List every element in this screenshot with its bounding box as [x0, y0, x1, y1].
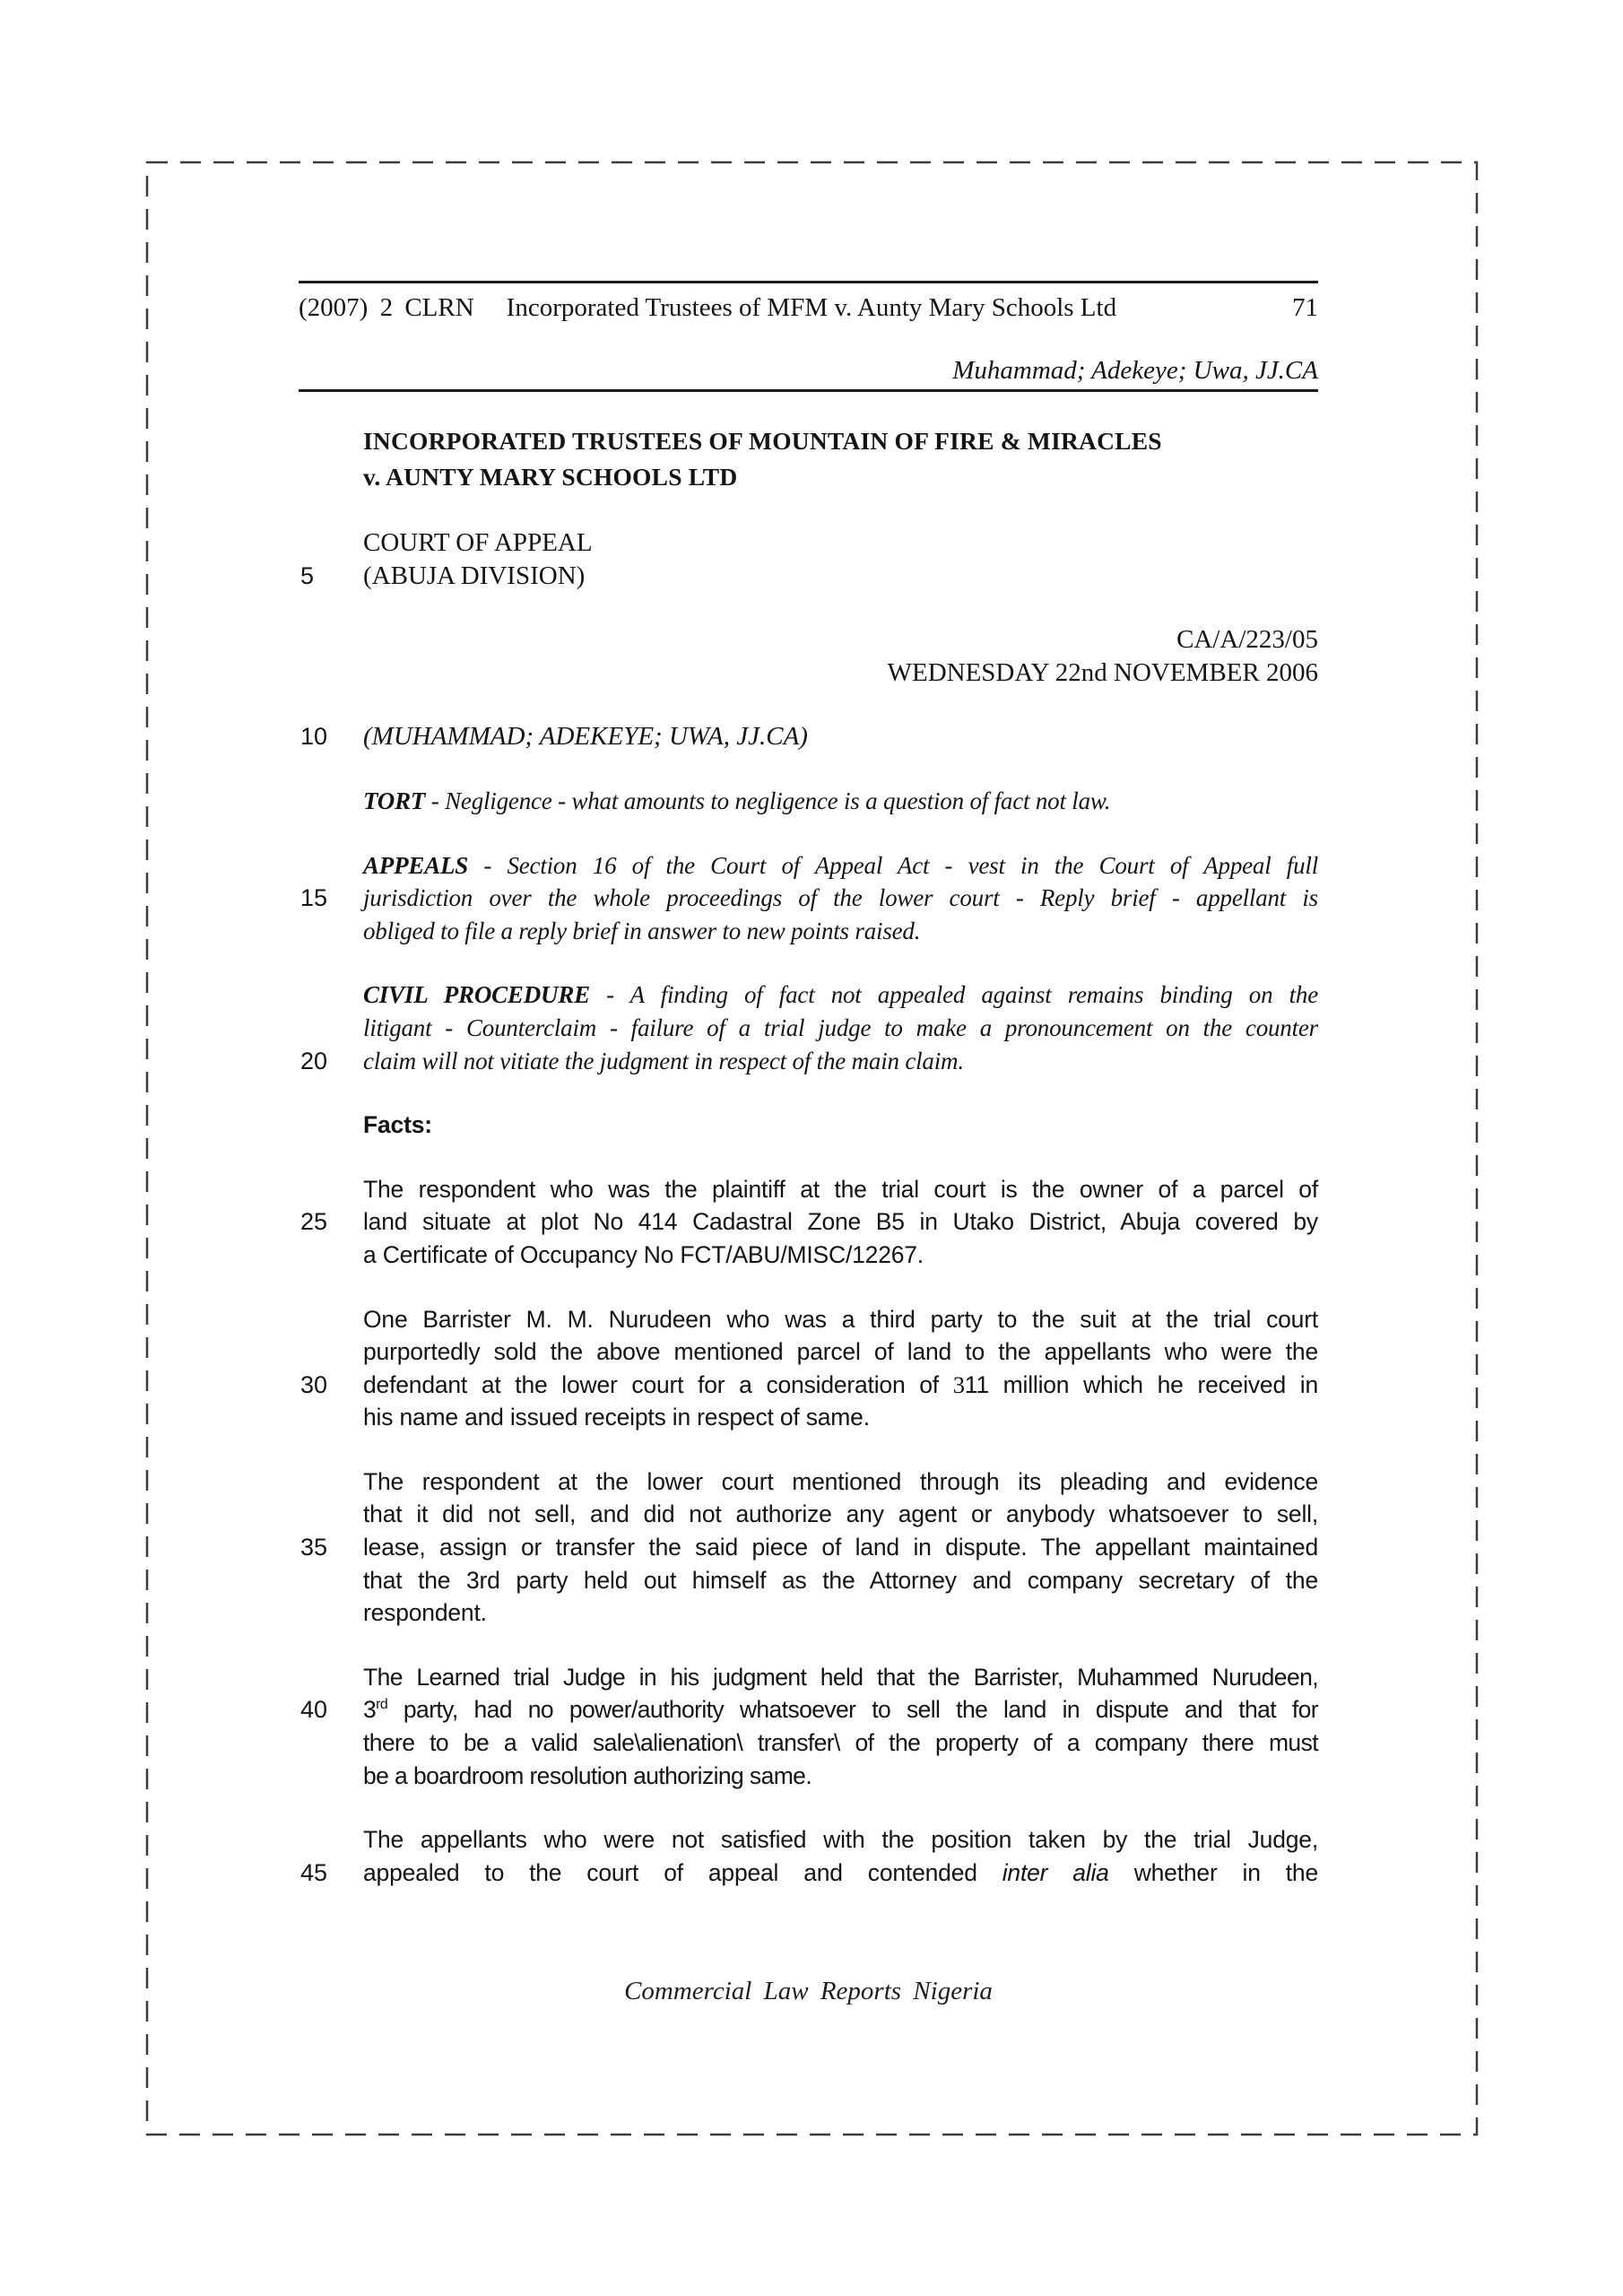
text-segment: The respondent who was the plaintiff at the trial court is the owner of a parcel of — [363, 1175, 1318, 1203]
header-rule-top — [299, 281, 1318, 283]
publication-imprint: Commercial Law Reports Nigeria — [624, 1977, 993, 2006]
facts-line — [299, 1239, 1318, 1272]
text-segment: rd — [376, 1697, 388, 1713]
text-segment: The respondent at the lower court mentioned through its pleading and evidence — [363, 1467, 1318, 1495]
line-text — [363, 1109, 1318, 1142]
text-segment: One Barrister M. M. Nurudeen who was a third party to the suit at the trial court — [363, 1305, 1318, 1333]
line-text — [363, 1303, 1318, 1336]
text-segment: that the 3rd party held out himself as the Attorney and company secretary of the — [363, 1566, 1318, 1594]
text-segment: there to be a valid sale\alienation\ transfer\ of the property of a company there must — [363, 1729, 1318, 1757]
volume-citation: (2007) 2 CLRN — [299, 293, 474, 322]
facts-line — [299, 1335, 1318, 1369]
line-text — [363, 423, 1318, 459]
facts-line — [299, 1498, 1318, 1531]
text-segment: that it did not sell, and did not authorize any agent or anybody whatsoever to sell, — [363, 1500, 1318, 1528]
judges-header: Muhammad; Adekeye; Uwa, JJ.CA — [952, 356, 1318, 385]
line-text — [363, 1012, 1318, 1045]
facts-line — [299, 1596, 1318, 1630]
text-segment: whether in the — [1108, 1858, 1318, 1886]
paragraph-gap — [299, 1077, 1318, 1109]
paragraph-gap — [299, 1434, 1318, 1465]
headnote-appeals — [299, 915, 1318, 948]
text-segment: 3 — [952, 1370, 965, 1398]
line-text — [363, 720, 1318, 753]
line-number: 45 — [300, 1858, 328, 1886]
text-segment: his name and issued receipts in respect of same. — [363, 1404, 870, 1431]
paragraph-gap — [299, 947, 1318, 978]
paragraph-gap — [299, 1630, 1318, 1661]
line-text — [363, 1335, 1318, 1369]
facts-line — [299, 1760, 1318, 1793]
headnote-civil-procedure — [299, 978, 1318, 1012]
line-text — [363, 1661, 1318, 1694]
text-segment: a Certificate of Occupancy No FCT/ABU/MISC/12267. — [363, 1240, 924, 1268]
facts-heading — [299, 1109, 1318, 1142]
line-text — [363, 1857, 1318, 1890]
text-segment: CA/A/223/05 — [1176, 625, 1318, 655]
text-segment: purportedly sold the above mentioned parcel of land to the appellants who were the — [363, 1338, 1318, 1366]
line-number: 25 — [300, 1208, 328, 1236]
text-segment: WEDNESDAY 22nd NOVEMBER 2006 — [887, 657, 1318, 687]
text-segment: (ABUJA DIVISION) — [363, 561, 586, 590]
text-segment: respondent. — [363, 1599, 487, 1627]
text-segment: The appellants who were not satisfied with the position taken by the trial Judge, — [363, 1826, 1318, 1854]
facts-line — [299, 1369, 1318, 1402]
line-text — [363, 978, 1318, 1012]
text-segment: inter alia — [1002, 1858, 1109, 1886]
facts-line — [299, 1173, 1318, 1206]
text-segment: Facts: — [363, 1111, 432, 1139]
judges-panel — [299, 720, 1318, 753]
text-segment: CIVIL PROCEDURE — [363, 981, 590, 1009]
text-segment: The Learned trial Judge in his judgment held that the Barrister, Muhammed Nurudeen, — [363, 1663, 1318, 1691]
line-text — [363, 1465, 1318, 1499]
line-text — [363, 1596, 1318, 1630]
line-text — [363, 1045, 1318, 1078]
facts-line — [299, 1531, 1318, 1564]
hearing-date — [299, 657, 1318, 690]
facts-line — [299, 1303, 1318, 1336]
text-segment: defendant at the lower court for a consideration of — [363, 1370, 953, 1398]
line-number: 5 — [300, 561, 315, 589]
facts-line — [299, 1564, 1318, 1597]
paragraph-gap — [299, 1792, 1318, 1823]
text-segment: litigant - Counterclaim - failure of a trial judge to make a pronouncement on the counter — [363, 1013, 1318, 1041]
facts-line — [299, 1401, 1318, 1434]
line-text — [363, 1369, 1318, 1402]
line-number: 20 — [300, 1047, 328, 1074]
line-text — [363, 1564, 1318, 1597]
line-text — [363, 1205, 1318, 1239]
headnote-civil-procedure — [299, 1012, 1318, 1045]
text-segment: party, had no power/authority whatsoever to sell the land in dispute and that for — [387, 1696, 1318, 1724]
line-text — [363, 1401, 1318, 1434]
line-number: 15 — [300, 884, 328, 912]
line-text — [363, 560, 1318, 593]
line-text — [363, 1531, 1318, 1564]
text-segment: obliged to file a reply brief in answer to new points raised. — [363, 917, 921, 944]
line-text — [363, 849, 1318, 883]
case-title-line — [299, 423, 1318, 459]
facts-line — [299, 1823, 1318, 1857]
case-title-line — [299, 459, 1318, 495]
headnote-appeals — [299, 882, 1318, 915]
line-text — [363, 1498, 1318, 1531]
paragraph-gap — [299, 689, 1318, 720]
facts-line — [299, 1726, 1318, 1760]
headnote-appeals — [299, 849, 1318, 883]
line-text — [363, 1239, 1318, 1272]
paragraph-gap — [299, 753, 1318, 785]
line-text — [363, 1760, 1318, 1793]
text-segment: INCORPORATED TRUSTEES OF MOUNTAIN OF FIRE & MIRACLES — [363, 427, 1162, 455]
text-segment: 3 — [363, 1696, 377, 1724]
paragraph-gap — [299, 392, 1318, 423]
case-name-short: Incorporated Trustees of MFM v. Aunty Mary Schools Ltd — [506, 293, 1117, 322]
line-text — [363, 1693, 1318, 1726]
paragraph-gap — [299, 1272, 1318, 1303]
facts-line — [299, 1205, 1318, 1239]
text-segment: lease, assign or transfer the said piece of land in dispute. The appellant maintained — [363, 1534, 1318, 1561]
facts-line — [299, 1857, 1318, 1890]
court-name — [299, 526, 1318, 560]
line-number: 30 — [300, 1370, 328, 1398]
line-text — [363, 526, 1318, 560]
line-text — [363, 882, 1318, 915]
line-number: 40 — [300, 1696, 328, 1724]
text-segment: claim will not vitiate the judgment in respect of the main claim. — [363, 1047, 964, 1074]
line-text — [363, 459, 1318, 495]
line-text — [363, 1173, 1318, 1206]
report-body — [299, 392, 1318, 1889]
text-segment: - A finding of fact not appealed against remains binding on the — [589, 981, 1318, 1009]
page-number: 71 — [1292, 293, 1318, 322]
text-segment: TORT — [363, 787, 426, 814]
text-segment: be a boardroom resolution authorizing same. — [363, 1761, 812, 1789]
facts-line — [299, 1465, 1318, 1499]
paragraph-gap — [299, 1142, 1318, 1173]
line-text — [363, 623, 1318, 657]
headnote-civil-procedure — [299, 1045, 1318, 1078]
text-segment: COURT OF APPEAL — [363, 528, 593, 557]
paragraph-gap — [299, 818, 1318, 849]
text-segment: appealed to the court of appeal and contended — [363, 1858, 1002, 1886]
text-segment: (MUHAMMAD; ADEKEYE; UWA, JJ.CA) — [363, 722, 808, 752]
court-division — [299, 560, 1318, 593]
line-text — [363, 657, 1318, 690]
headnote-tort — [299, 785, 1318, 818]
text-segment: jurisdiction over the whole proceedings of the lower court - Reply brief - appellant is — [363, 884, 1318, 912]
case-number — [299, 623, 1318, 657]
paragraph-gap — [299, 495, 1318, 526]
text-segment: v. AUNTY MARY SCHOOLS LTD — [363, 463, 738, 491]
facts-line — [299, 1693, 1318, 1726]
line-text — [363, 1823, 1318, 1857]
facts-line — [299, 1661, 1318, 1694]
text-segment: - Negligence - what amounts to negligence is a question of fact not law. — [425, 787, 1111, 814]
text-segment: land situate at plot No 414 Cadastral Zone B5 in Utako District, Abuja covered by — [363, 1208, 1318, 1236]
running-header — [299, 291, 1318, 324]
text-segment: APPEALS — [363, 851, 469, 879]
line-text — [363, 915, 1318, 948]
paragraph-gap — [299, 592, 1318, 623]
line-text — [363, 785, 1318, 818]
line-text — [363, 1726, 1318, 1760]
line-number: 35 — [300, 1534, 328, 1561]
text-segment: - Section 16 of the Court of Appeal Act - vest in the Court of Appeal full — [468, 851, 1318, 879]
text-segment: 11 million which he received in — [964, 1370, 1318, 1398]
page-content — [299, 0, 1318, 2006]
line-number: 10 — [300, 723, 328, 751]
